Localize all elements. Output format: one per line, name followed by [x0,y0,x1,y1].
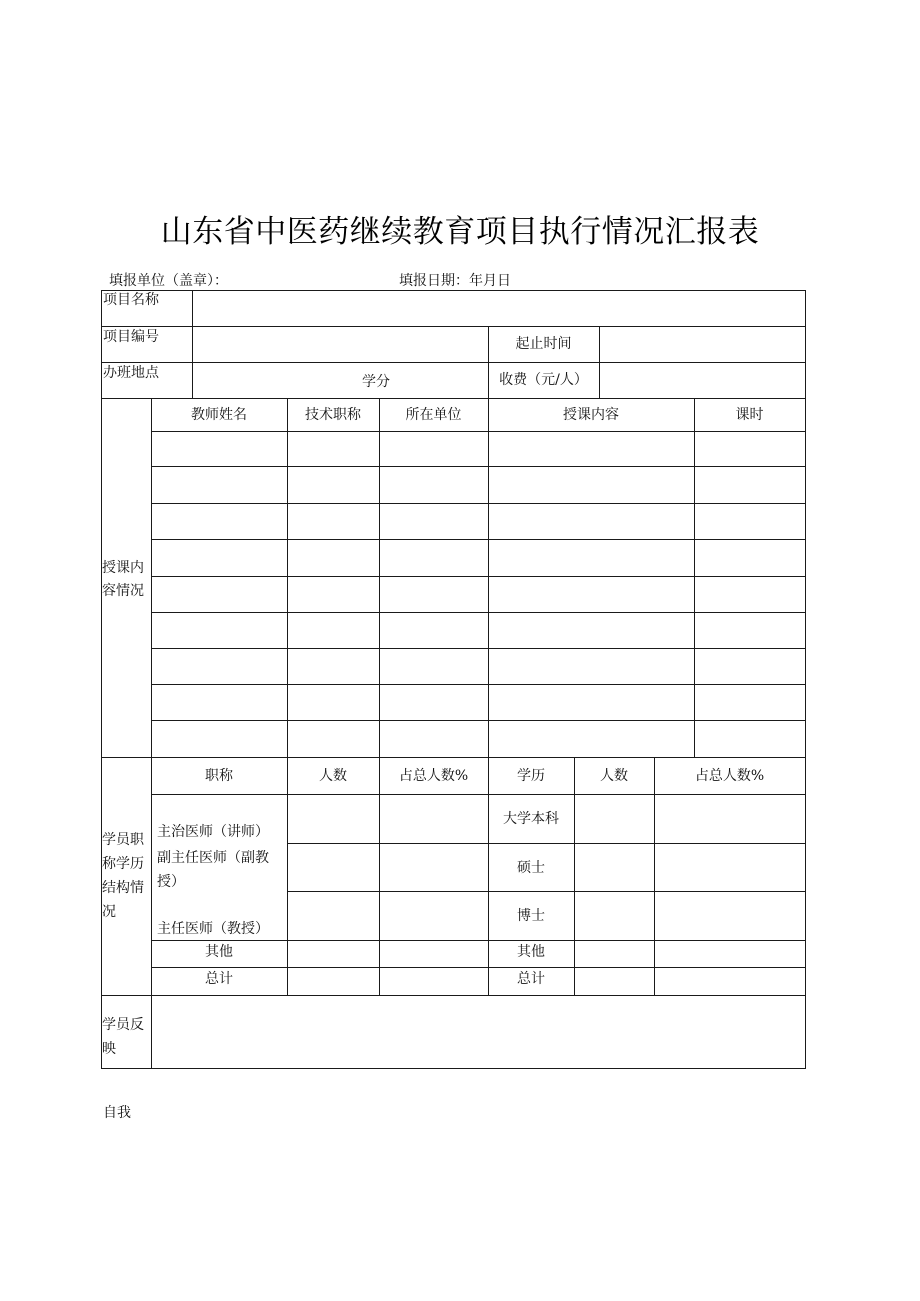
table-rule [101,757,806,758]
degree-bachelor: 大学本科 [503,811,559,827]
class-hours-header: 课时 [735,407,764,423]
degree-header: 学历 [517,768,545,784]
technical-title-header: 技术职称 [305,407,361,423]
project-number-label: 项目编号 [103,329,159,345]
table-rule [654,757,655,995]
degree-master: 硕士 [517,860,545,876]
student-feedback-label: 学员反映 [102,1017,144,1057]
fill-date-label: 填报日期：年月日 [399,273,511,289]
fee-label: 收费（元/人） [499,372,588,388]
teaching-section-label: 授课内容情况 [102,560,144,599]
table-rule [287,843,806,844]
title-attending-physician: 主治医师（讲师） [157,824,269,840]
title-other: 其他 [205,944,233,960]
table-rule [694,398,695,757]
course-content-header: 授课内容 [563,407,619,423]
start-end-time-label: 起止时间 [515,336,572,352]
footer-text: 自我 [103,1105,131,1121]
table-rule [379,398,380,995]
table-rule [599,326,600,398]
table-rule [151,794,806,795]
table-border-right [805,290,806,1069]
credits-label: 学分 [362,374,390,390]
table-rule [151,576,806,577]
table-rule [151,720,806,721]
table-rule [574,757,575,995]
table-rule [192,290,193,398]
page-title: 山东省中医药继续教育项目执行情况汇报表 [160,214,760,250]
venue-label: 办班地点 [103,365,159,381]
degree-other: 其他 [517,944,545,960]
table-rule [151,684,806,685]
table-border-left [101,290,102,1069]
table-rule [151,648,806,649]
title-percent-header: 占总人数% [398,768,469,784]
teacher-name-header: 教师姓名 [191,407,247,423]
project-name-label: 项目名称 [103,292,159,308]
table-rule [101,995,806,996]
table-rule [287,891,806,892]
table-rule [151,466,806,467]
fill-unit-label: 填报单位（盖章）： [109,273,228,289]
table-rule [151,612,806,613]
degree-total: 总计 [517,971,545,987]
table-rule [287,398,288,995]
title-count-header: 人数 [319,768,347,784]
table-rule [101,326,806,327]
degree-percent-header: 占总人数% [694,768,765,784]
table-rule [151,503,806,504]
table-rule [101,398,806,399]
table-rule [151,431,806,432]
table-border-bottom [101,1068,806,1069]
table-border-top [101,290,806,291]
title-associate-chief-physician: 副主任医师（副教授） [157,850,269,890]
table-rule [101,362,806,363]
title-header: 职称 [205,768,233,784]
work-unit-header: 所在单位 [405,407,462,423]
title-chief-physician: 主任医师（教授） [157,921,269,937]
title-total: 总计 [205,971,233,987]
degree-count-header: 人数 [600,768,628,784]
degree-doctor: 博士 [517,908,545,924]
table-rule [151,539,806,540]
student-structure-section-label: 学员职称学历结构情况 [102,832,144,920]
